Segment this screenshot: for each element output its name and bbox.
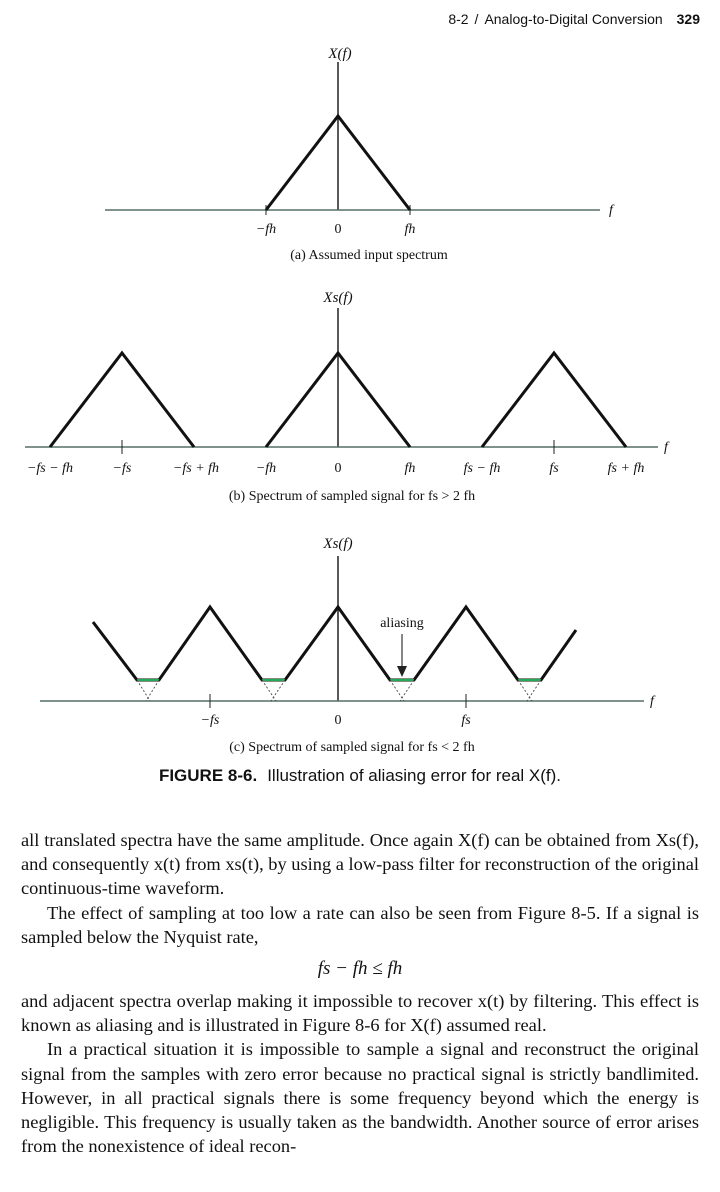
panel-a-caption: (a) Assumed input spectrum bbox=[290, 248, 448, 263]
nyquist-inequality: fs − fh ≤ fh bbox=[317, 958, 403, 980]
panel-b-tick-label: −fh bbox=[255, 461, 277, 476]
panel-b-ylabel: Xs(f) bbox=[323, 290, 353, 306]
panel-b-tick-label: 0 bbox=[334, 461, 342, 476]
figure-caption-text: Illustration of aliasing error for real X(f). bbox=[267, 766, 562, 785]
section-number: 8-2 bbox=[448, 11, 469, 27]
panel-a-ylabel: X(f) bbox=[328, 46, 352, 62]
panel-c-caption: (c) Spectrum of sampled signal for fs < 2 fh bbox=[229, 740, 475, 755]
panel-a-tick-label: fh bbox=[404, 222, 416, 237]
panel-a-axis-var: f bbox=[609, 203, 613, 218]
paragraph-4: In a practical situation it is impossible to sample a signal and reconstruct the original signal from the samples with zero error because no practical signal is strictly bandlimited. However, in all practical signals there is some frequency beyond which the energy is negligible. This frequency is usually taken as the bandwidth. Another source of error arises from the nonexistence of ideal recon- bbox=[21, 1039, 699, 1157]
section-title: Analog-to-Digital Conversion bbox=[484, 11, 663, 27]
panel-c-axis-var: f bbox=[650, 694, 654, 709]
panel-a bbox=[105, 46, 615, 263]
panel-b-axis-var: f bbox=[664, 440, 668, 455]
panel-b-spectrum-right bbox=[482, 353, 626, 447]
panel-c-tick-label: 0 bbox=[334, 713, 342, 728]
panel-c-crossings bbox=[137, 680, 541, 701]
panel-c-tick-label: −fs bbox=[200, 713, 220, 728]
header-separator: / bbox=[474, 11, 479, 27]
panel-b-tick-label: −fs bbox=[112, 461, 132, 476]
aliasing-arrowhead bbox=[397, 666, 407, 677]
aliasing-label: aliasing bbox=[380, 616, 424, 631]
panel-b-tick-label: −fs + fh bbox=[172, 461, 220, 476]
panel-c-ylabel: Xs(f) bbox=[323, 536, 353, 552]
paragraph-2: The effect of sampling at too low a rate can also be seen from Figure 8-5. If a signal is sampled below the Nyquist rate, bbox=[21, 902, 699, 947]
panel-b-tick-label: fh bbox=[404, 461, 416, 476]
panel-c-tick-label: fs bbox=[461, 713, 471, 728]
paragraph-1: all translated spectra have the same amplitude. Once again X(f) can be obtained from Xs(f), and consequently x(t) from xs(t), by using a low-pass filter for reconstruction of the original continuous-time waveform. bbox=[21, 830, 699, 899]
panel-c bbox=[40, 536, 656, 755]
panel-c-spectrum bbox=[93, 607, 576, 680]
panel-b-tick-label: fs bbox=[549, 461, 559, 476]
figure-label: FIGURE 8-6. bbox=[158, 766, 258, 785]
body-text bbox=[21, 828, 699, 1158]
figure-caption bbox=[0, 766, 720, 786]
panel-b-spectrum-left bbox=[50, 353, 194, 447]
panel-a-tick-label: −fh bbox=[255, 222, 277, 237]
panel-a-tick-label: 0 bbox=[334, 222, 342, 237]
panel-b-tick-label: fs − fh bbox=[463, 461, 501, 476]
panel-b bbox=[25, 290, 670, 504]
panel-b-tick-label: fs + fh bbox=[607, 461, 645, 476]
paragraph-3: and adjacent spectra overlap making it impossible to recover x(t) by filtering. This effect is known as aliasing and is illustrated in Figure 8-6 for X(f) assumed real. bbox=[21, 991, 699, 1036]
page-number: 329 bbox=[676, 11, 700, 27]
panel-b-caption: (b) Spectrum of sampled signal for fs > 2 fh bbox=[228, 489, 476, 504]
panel-b-tick-label: −fs − fh bbox=[26, 461, 74, 476]
